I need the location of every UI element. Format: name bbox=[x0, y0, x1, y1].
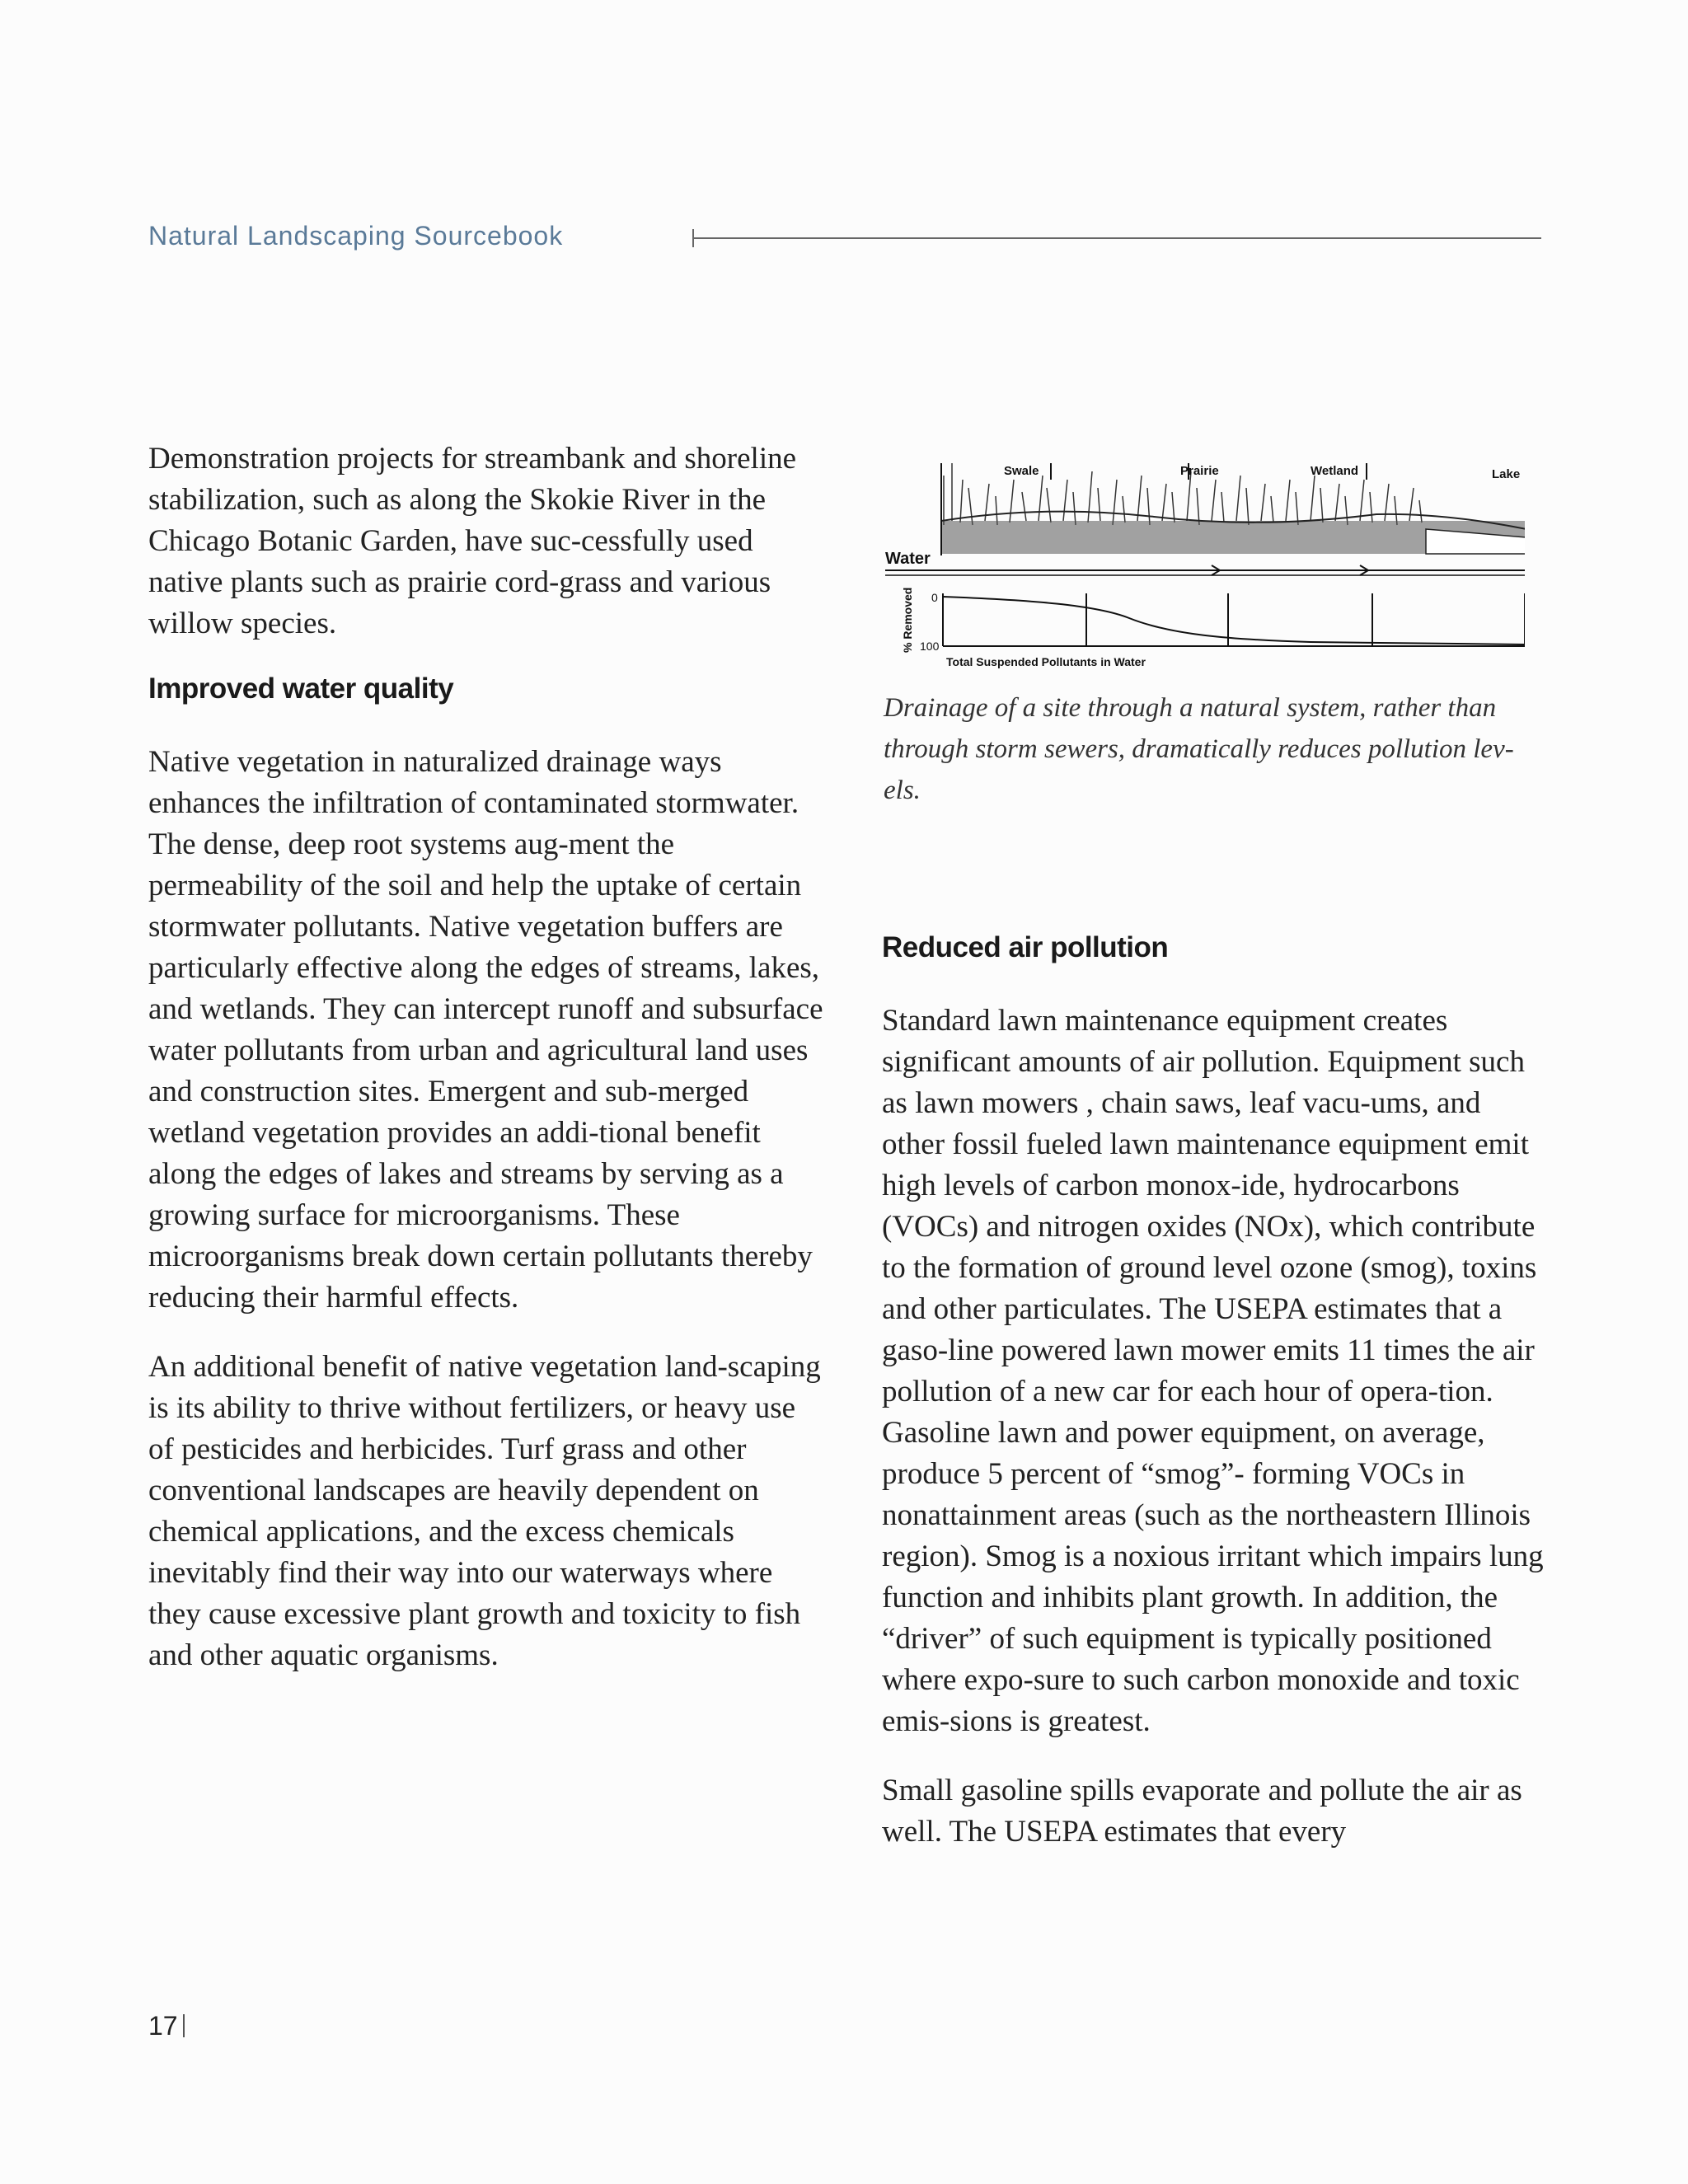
air-pollution-paragraph-1: Standard lawn maintenance equipment creates significant amounts of air pollution. Equipment such as lawn mowers , chain saws, leaf vacu-ums, and other fossil fueled lawn maintenance equipment emit high levels of carbon monox-ide, hydrocarbons (VOCs) and nitrogen oxides (NOx), which contribute to the formation of ground level ozone (smog), toxins and other particulates. The USEPA estimates that a gaso-line powered lawn mower emits 11 times the air pollution of a new car for each hour of opera-tion. Gasoline lawn and power equipment, on average, produce 5 percent of “smog”- forming VOCs in nonattainment areas (such as the northeastern Illinois region). Smog is a noxious irritant which impairs lung function and inhibits plant growth. In addition, the “driver” of such equipment is typically positioned where expo-sure to such carbon monoxide and toxic emis-sions is greatest. bbox=[882, 1004, 1544, 1738]
removal-curve bbox=[943, 597, 1525, 644]
label-wetland: Wetland bbox=[1311, 464, 1359, 478]
right-column bbox=[882, 931, 1550, 1881]
drainage-diagram bbox=[882, 455, 1525, 677]
water-quality-paragraph-1: Native vegetation in naturalized drainage ways enhances the infiltration of contaminated stormwater. The dense, deep root systems aug-ment the permeability of the soil and help the uptake of certain stormwater pollutants. Native vegetation buffers are particularly effective along the edges of streams, lakes, and wetlands. They can intercept runoff and subsurface water pollutants from urban and agricultural land uses and construction sites. Emergent and sub-merged wetland vegetation provides an addi-tional benefit along the edges of lakes and streams by serving as a growing surface for microorganisms. These microorganisms break down certain pollutants thereby reducing their harmful effects. bbox=[148, 745, 823, 1315]
header-rule bbox=[692, 237, 1541, 239]
axis-label-removed: % Removed bbox=[901, 587, 914, 653]
left-column bbox=[148, 438, 824, 1704]
label-water: Water bbox=[885, 550, 931, 568]
label-lake: Lake bbox=[1492, 467, 1521, 481]
heading-improved-water-quality: Improved water quality bbox=[148, 673, 454, 705]
page-number-tick bbox=[183, 2014, 185, 2037]
water-quality-paragraph-2: An additional benefit of native vegetation land-scaping is its ability to thrive without fertilizers, or heavy use of pesticides and herbicides. Turf grass and other conventional landscapes are heavily dependent on chemical applications, and the excess chemicals inevitably find their way into our waterways where they cause excessive plant growth and toxicity to fish and other aquatic organisms. bbox=[148, 1350, 821, 1672]
air-pollution-paragraph-2: Small gasoline spills evaporate and pollute the air as well. The USEPA estimates that every bbox=[882, 1774, 1522, 1849]
label-prairie: Prairie bbox=[1180, 464, 1219, 478]
label-swale: Swale bbox=[1004, 464, 1039, 478]
figure-caption: Drainage of a site through a natural system, rather than through storm sewers, dramatically reduces pollution lev-els. bbox=[884, 693, 1514, 805]
x-caption: Total Suspended Pollutants in Water bbox=[946, 655, 1146, 668]
running-title: Natural Landscaping Sourcebook bbox=[148, 221, 564, 251]
intro-paragraph: Demonstration projects for streambank and shoreline stabilization, such as along the Skokie River in the Chicago Botanic Garden, have suc-cessfully used native plants such as prairie cord-grass and various willow species. bbox=[148, 442, 797, 640]
tick-0: 0 bbox=[931, 591, 938, 604]
tick-100: 100 bbox=[920, 640, 940, 653]
heading-reduced-air-pollution: Reduced air pollution bbox=[882, 931, 1169, 963]
page-number: 17 bbox=[148, 2011, 178, 2041]
